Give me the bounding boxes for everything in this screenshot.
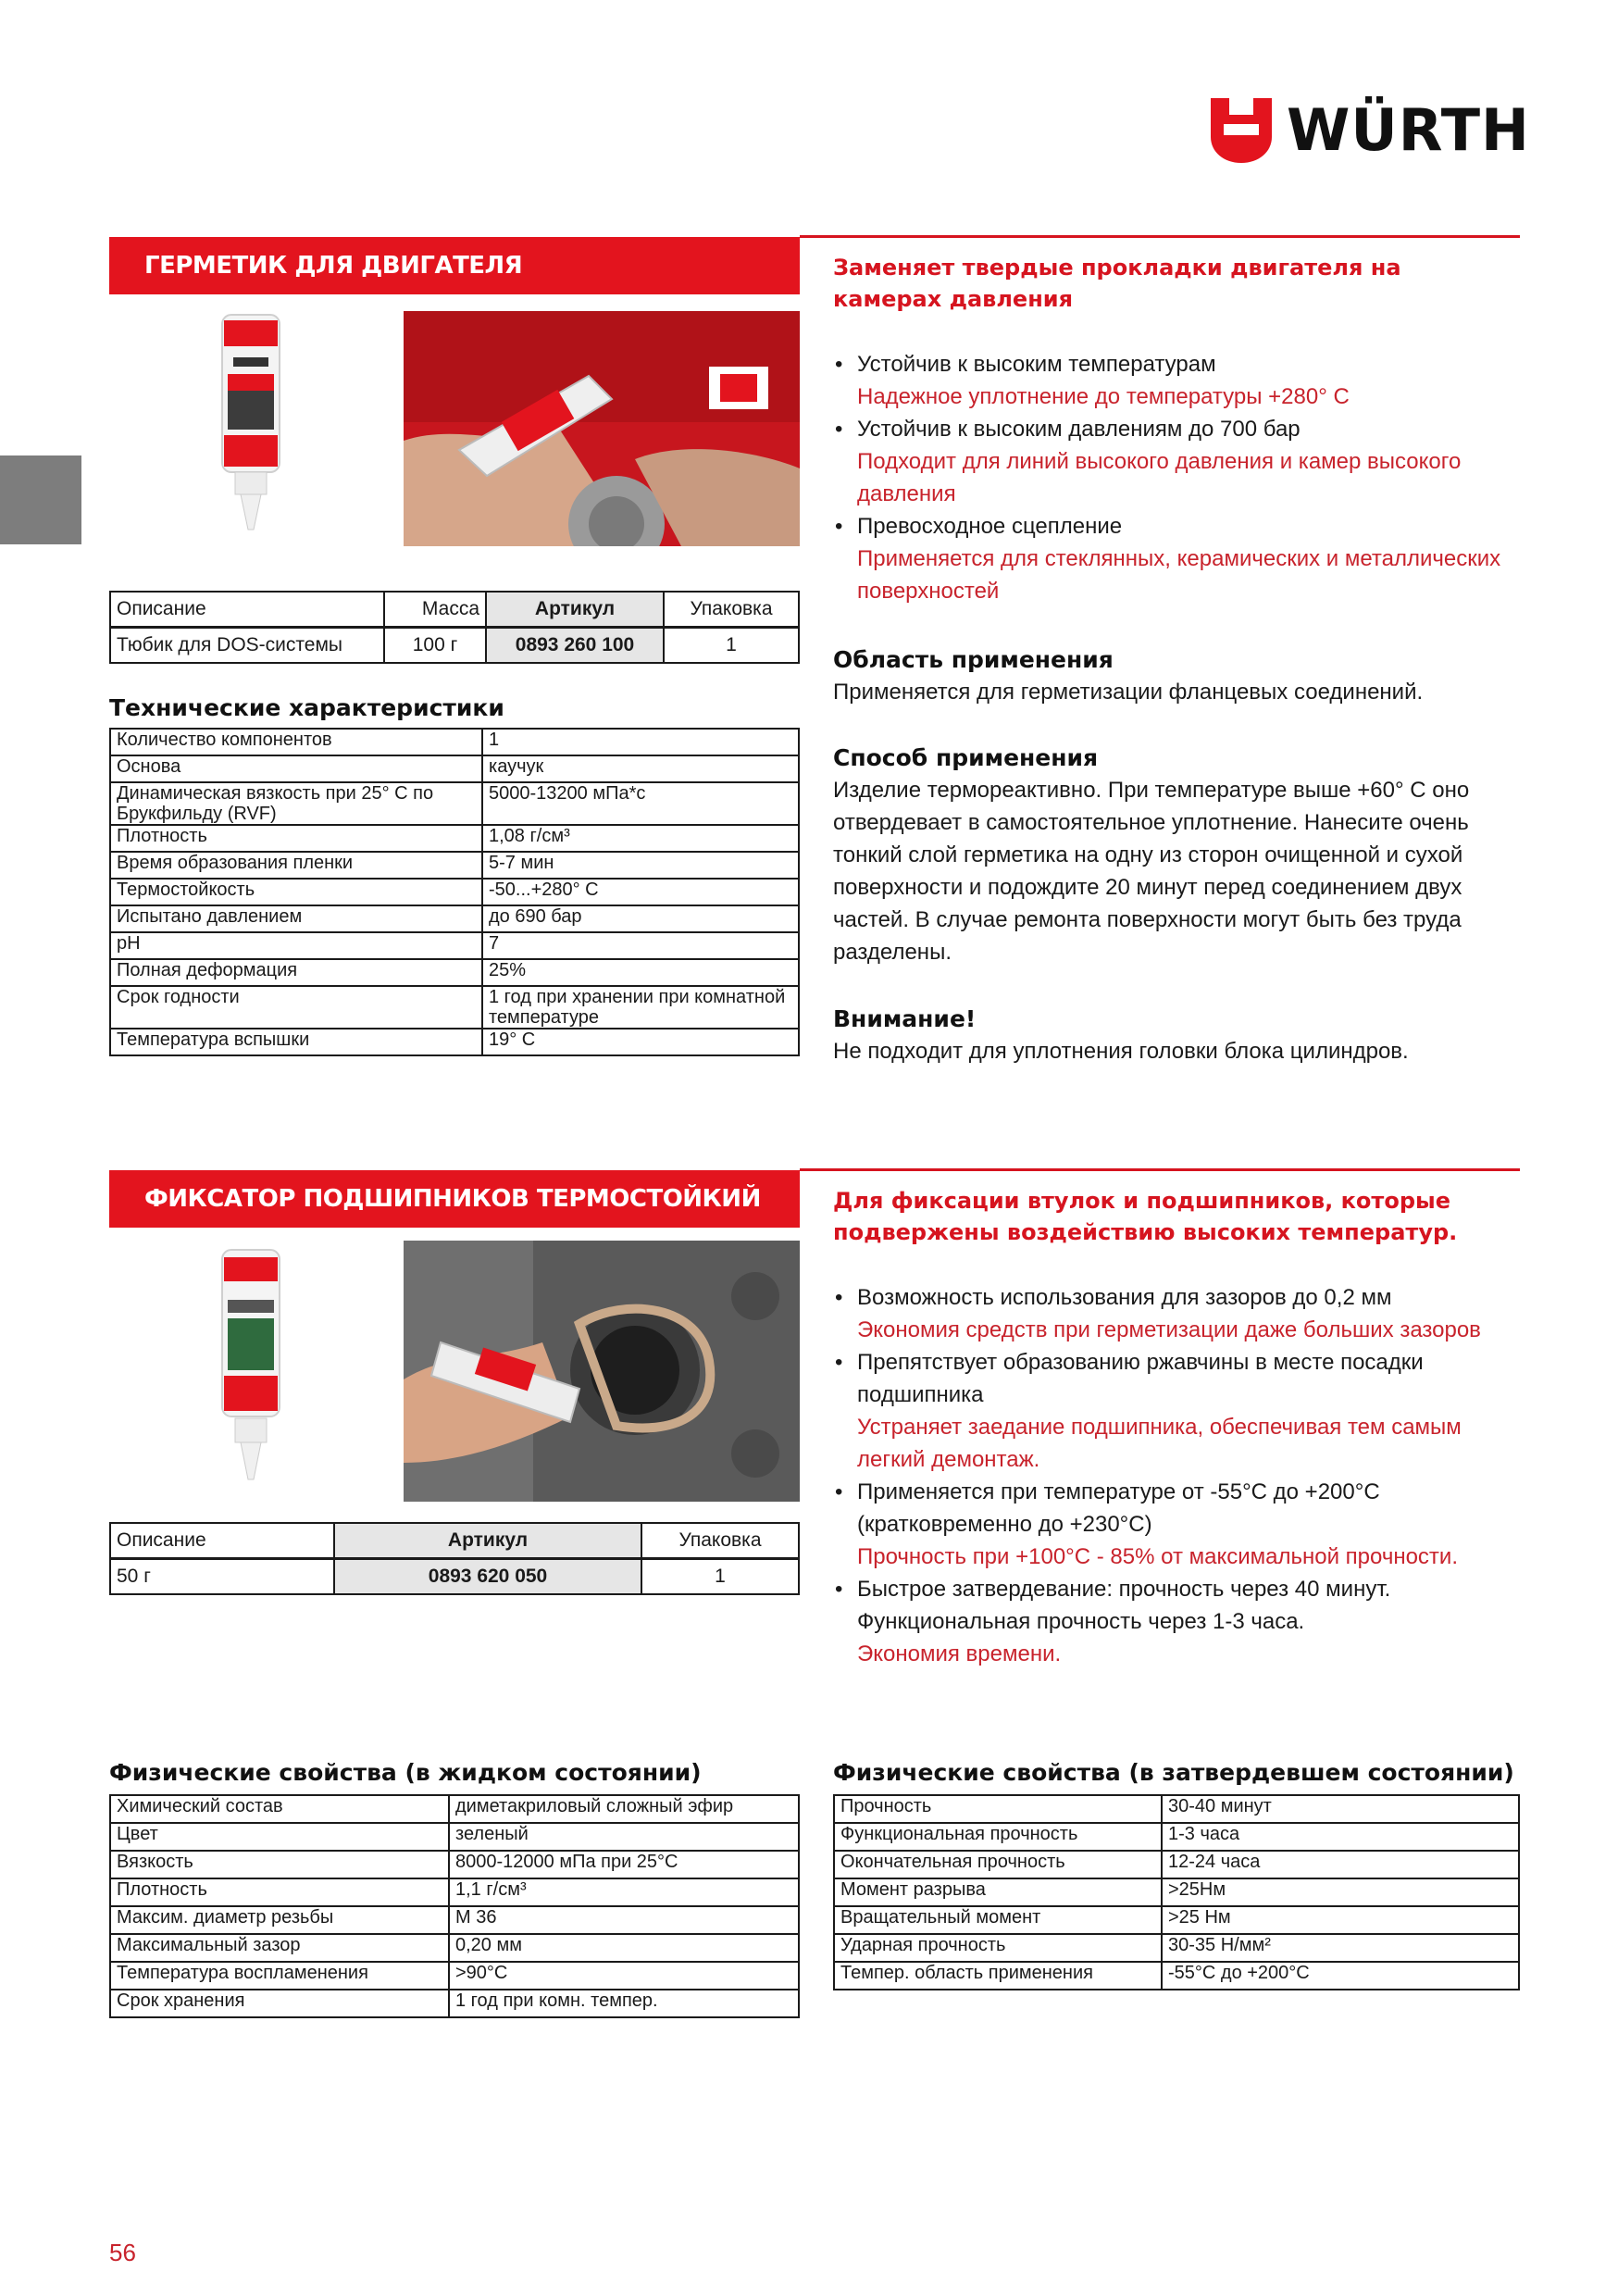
col-header: Описание — [110, 592, 384, 628]
feature-benefit: Устраняет заедание подшипника, обеспечивая тем самым легкий демонтаж. — [857, 1415, 1462, 1472]
header-rule — [800, 235, 1520, 238]
col-header: Упаковка — [664, 592, 799, 628]
spec-row — [110, 1795, 799, 1823]
spec-value: >90°С — [449, 1962, 799, 1990]
spec-row — [110, 959, 799, 986]
spec-value: 0,20 мм — [449, 1934, 799, 1962]
spec-value: 1 — [482, 729, 799, 755]
spec-label: Температура вспышки — [110, 1029, 482, 1055]
spec-row — [110, 1851, 799, 1878]
spec-value: -55°С до +200°С — [1162, 1962, 1519, 1990]
feature-text: Препятствует образованию ржавчины в месте посадки подшипника — [857, 1350, 1424, 1407]
header-rule — [800, 1168, 1520, 1171]
brand-name: WÜRTH — [1287, 96, 1530, 164]
spec-value: 5-7 мин — [482, 852, 799, 879]
product1-application-photo — [404, 311, 800, 546]
product1-application-title: Область применения — [833, 646, 1114, 673]
spec-value: -50...+280° С — [482, 879, 799, 905]
col-header: Артикул — [334, 1523, 641, 1559]
spec-label: Вращательный момент — [834, 1906, 1162, 1934]
product1-feature-list — [833, 348, 1518, 607]
spec-value: диметакриловый сложный эфир — [449, 1795, 799, 1823]
product1-method-title: Способ применения — [833, 744, 1099, 771]
spec-value: М 36 — [449, 1906, 799, 1934]
spec-label: Вязкость — [110, 1851, 449, 1878]
spec-value: 30-40 минут — [1162, 1795, 1519, 1823]
spec-value: 1 год при хранении при комнатной температуре — [482, 986, 799, 1029]
spec-label: Основа — [110, 755, 482, 782]
product2-feature-list — [833, 1281, 1518, 1670]
spec-row — [110, 825, 799, 852]
table-header-row — [110, 592, 799, 628]
feature-item — [833, 510, 1518, 607]
spec-value: 7 — [482, 932, 799, 959]
spec-label: Термостойкость — [110, 879, 482, 905]
product2-cured-table — [833, 1794, 1520, 1990]
table-row — [110, 628, 799, 664]
feature-benefit: Надежное уплотнение до температуры +280° С — [857, 384, 1350, 409]
product2-order-table — [109, 1522, 800, 1595]
spec-row — [834, 1906, 1519, 1934]
table-header-row — [110, 1523, 799, 1559]
spec-label: Динамическая вязкость при 25° С по Брукфильду (RVF) — [110, 782, 482, 825]
spec-row — [110, 905, 799, 932]
product1-spec-table — [109, 728, 800, 1056]
product2-liquid-title: Физические свойства (в жидком состоянии) — [109, 1759, 702, 1786]
spec-label: Момент разрыва — [834, 1878, 1162, 1906]
spec-label: Полная деформация — [110, 959, 482, 986]
feature-text: Устойчив к высоким температурам — [857, 352, 1216, 377]
feature-item — [833, 1573, 1518, 1670]
feature-benefit: Прочность при +100°С - 85% от максимальной прочности. — [857, 1544, 1458, 1569]
feature-text: Применяется при температуре от -55°С до +200°С (кратковременно до +230°С) — [857, 1479, 1380, 1537]
product2-title-band — [109, 1170, 800, 1228]
product1-title: ГЕРМЕТИК ДЛЯ ДВИГАТЕЛЯ — [144, 252, 523, 280]
spec-row — [110, 932, 799, 959]
table-cell: 1 — [641, 1559, 799, 1595]
product1-method-text: Изделие термореактивно. При температуре выше +60° С оно отвердевает в самостоятельное уплотнение. Нанесите очень тонкий слой герметика на одну из сторон очищенной и сухой поверхности и подождите 20 минут перед соединением двух частей. В случае ремонта поверхности могут быть без труда разделены. — [833, 778, 1470, 965]
product1-warning-title: Внимание! — [833, 1005, 977, 1032]
spec-label: Количество компонентов — [110, 729, 482, 755]
spec-row — [110, 1878, 799, 1906]
spec-value: зеленый — [449, 1823, 799, 1851]
product1-spec-title: Технические характеристики — [109, 694, 504, 721]
spec-label: Окончательная прочность — [834, 1851, 1162, 1878]
spec-row — [110, 879, 799, 905]
spec-label: Темпер. область применения — [834, 1962, 1162, 1990]
article-number: 0893 260 100 — [486, 628, 664, 664]
spec-value: 19° С — [482, 1029, 799, 1055]
spec-row — [110, 1962, 799, 1990]
col-header: Масса — [384, 592, 486, 628]
spec-row — [110, 986, 799, 1029]
feature-text: Быстрое затвердевание: прочность через 40 минут. Функциональная прочность через 1-3 часа. — [857, 1577, 1391, 1634]
product2-tube-image — [209, 1246, 292, 1483]
spec-value: 1,08 г/см³ — [482, 825, 799, 852]
wurth-logo-icon — [1211, 98, 1272, 163]
feature-benefit: Экономия средств при герметизации даже больших зазоров — [857, 1317, 1481, 1342]
spec-label: Ударная прочность — [834, 1934, 1162, 1962]
table-row — [110, 1559, 799, 1595]
spec-row — [834, 1878, 1519, 1906]
spec-row — [110, 729, 799, 755]
spec-value: 12-24 часа — [1162, 1851, 1519, 1878]
spec-row — [834, 1934, 1519, 1962]
spec-value: 30-35 Н/мм² — [1162, 1934, 1519, 1962]
spec-value: каучук — [482, 755, 799, 782]
spec-row — [110, 852, 799, 879]
spec-label: Плотность — [110, 825, 482, 852]
spec-label: Функциональная прочность — [834, 1823, 1162, 1851]
feature-benefit: Подходит для линий высокого давления и камер высокого давления — [857, 449, 1462, 506]
product1-order-table — [109, 591, 800, 664]
spec-label: Время образования пленки — [110, 852, 482, 879]
spec-value: 1,1 г/см³ — [449, 1878, 799, 1906]
feature-item — [833, 1346, 1518, 1476]
spec-label: pH — [110, 932, 482, 959]
product2-headline: Для фиксации втулок и подшипников, которые подвержены воздействию высоких температур. — [833, 1188, 1458, 1245]
spec-row — [834, 1795, 1519, 1823]
spec-row — [834, 1851, 1519, 1878]
table-cell: 100 г — [384, 628, 486, 664]
col-header: Артикул — [486, 592, 664, 628]
feature-item — [833, 1281, 1518, 1346]
table-cell: 1 — [664, 628, 799, 664]
spec-label: Химический состав — [110, 1795, 449, 1823]
spec-value: >25Нм — [1162, 1878, 1519, 1906]
spec-row — [110, 1990, 799, 2017]
spec-row — [110, 1906, 799, 1934]
feature-benefit: Экономия времени. — [857, 1641, 1062, 1666]
spec-row — [110, 1934, 799, 1962]
product1-warning-text: Не подходит для уплотнения головки блока цилиндров. — [833, 1039, 1409, 1064]
table-cell: Тюбик для DOS-системы — [110, 628, 384, 664]
article-number: 0893 620 050 — [334, 1559, 641, 1595]
spec-row — [110, 1029, 799, 1055]
spec-value: 1-3 часа — [1162, 1823, 1519, 1851]
spec-value: 8000-12000 мПа при 25°С — [449, 1851, 799, 1878]
spec-label: Испытано давлением — [110, 905, 482, 932]
product1-headline: Заменяет твердые прокладки двигателя на камерах давления — [833, 255, 1401, 312]
spec-label: Температура воспламенения — [110, 1962, 449, 1990]
spec-label: Срок хранения — [110, 1990, 449, 2017]
spec-label: Прочность — [834, 1795, 1162, 1823]
spec-value: 1 год при комн. темпер. — [449, 1990, 799, 2017]
spec-row — [110, 755, 799, 782]
feature-text: Устойчив к высоким давлениям до 700 бар — [857, 417, 1301, 442]
spec-value: до 690 бар — [482, 905, 799, 932]
product2-title: ФИКСАТОР ПОДШИПНИКОВ ТЕРМОСТОЙКИЙ — [144, 1185, 761, 1213]
product2-application-photo — [404, 1241, 800, 1502]
product1-application-text: Применяется для герметизации фланцевых соединений. — [833, 680, 1424, 705]
feature-text: Превосходное сцепление — [857, 514, 1123, 539]
spec-label: Максимальный зазор — [110, 1934, 449, 1962]
feature-item — [833, 1476, 1518, 1573]
spec-value: 25% — [482, 959, 799, 986]
feature-benefit: Применяется для стеклянных, керамических и металлических поверхностей — [857, 546, 1501, 604]
product2-cured-title: Физические свойства (в затвердевшем состоянии) — [833, 1759, 1514, 1786]
product2-liquid-table — [109, 1794, 800, 2018]
col-header: Описание — [110, 1523, 334, 1559]
spec-value: >25 Нм — [1162, 1906, 1519, 1934]
spec-row — [110, 782, 799, 825]
product1-tube-image — [209, 311, 292, 533]
spec-label: Срок годности — [110, 986, 482, 1029]
product1-title-band — [109, 237, 800, 294]
feature-text: Возможность использования для зазоров до 0,2 мм — [857, 1285, 1392, 1310]
table-cell: 50 г — [110, 1559, 334, 1595]
spec-label: Плотность — [110, 1878, 449, 1906]
spec-row — [110, 1823, 799, 1851]
feature-item — [833, 413, 1518, 510]
spec-label: Максим. диаметр резьбы — [110, 1906, 449, 1934]
col-header: Упаковка — [641, 1523, 799, 1559]
side-tab — [0, 455, 81, 544]
spec-row — [834, 1823, 1519, 1851]
spec-value: 5000-13200 мПа*с — [482, 782, 799, 825]
page-number: 56 — [109, 2239, 136, 2266]
spec-row — [834, 1962, 1519, 1990]
feature-item — [833, 348, 1518, 413]
spec-label: Цвет — [110, 1823, 449, 1851]
